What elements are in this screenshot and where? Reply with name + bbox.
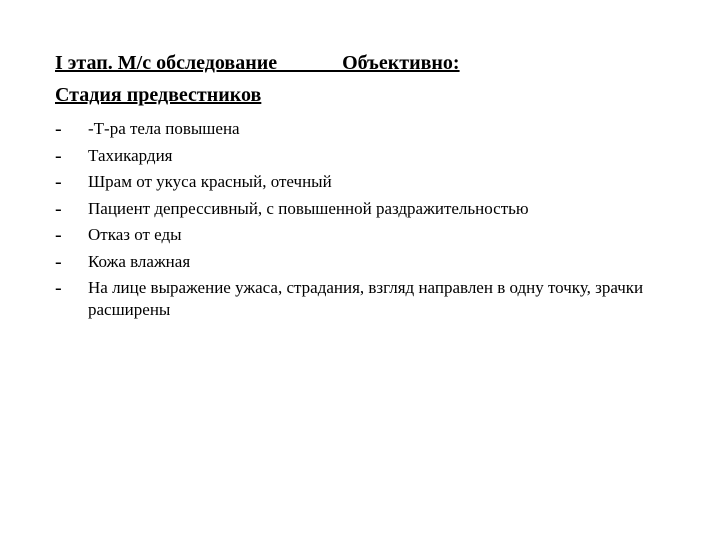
list-item-text: На лице выражение ужаса, страдания, взгляд направлен в одну точку, зрачки расширены [88,278,644,319]
list-item-text: Кожа влажная [88,251,191,271]
bullet-dash: - [55,118,62,140]
bullet-dash: - [55,171,62,193]
list-item-text: -Т-ра тела повышена [88,119,240,138]
bullet-dash: - [55,197,62,220]
list-item [55,116,675,143]
list-item [55,196,675,223]
list-item [55,275,675,321]
list-item-text: Тахикардия [88,145,173,165]
list-item [55,169,675,196]
findings-list [55,116,675,321]
list-item [55,222,675,249]
heading-line-2: Стадия предвестников [55,84,262,106]
bullet-dash: - [55,250,62,273]
list-item-text: Отказ от еды [88,225,182,244]
bullet-dash: - [55,144,62,167]
heading-line-1: I этап. М/с обследование Объективно: [55,52,460,74]
bullet-dash: - [55,224,62,246]
list-item [55,249,675,276]
list-item-text: Шрам от укуса красный, отечный [88,172,332,191]
list-item-text: Пациент депрессивный, с повышенной раздражительностью [88,198,529,218]
bullet-dash: - [55,277,62,299]
list-item [55,143,675,170]
